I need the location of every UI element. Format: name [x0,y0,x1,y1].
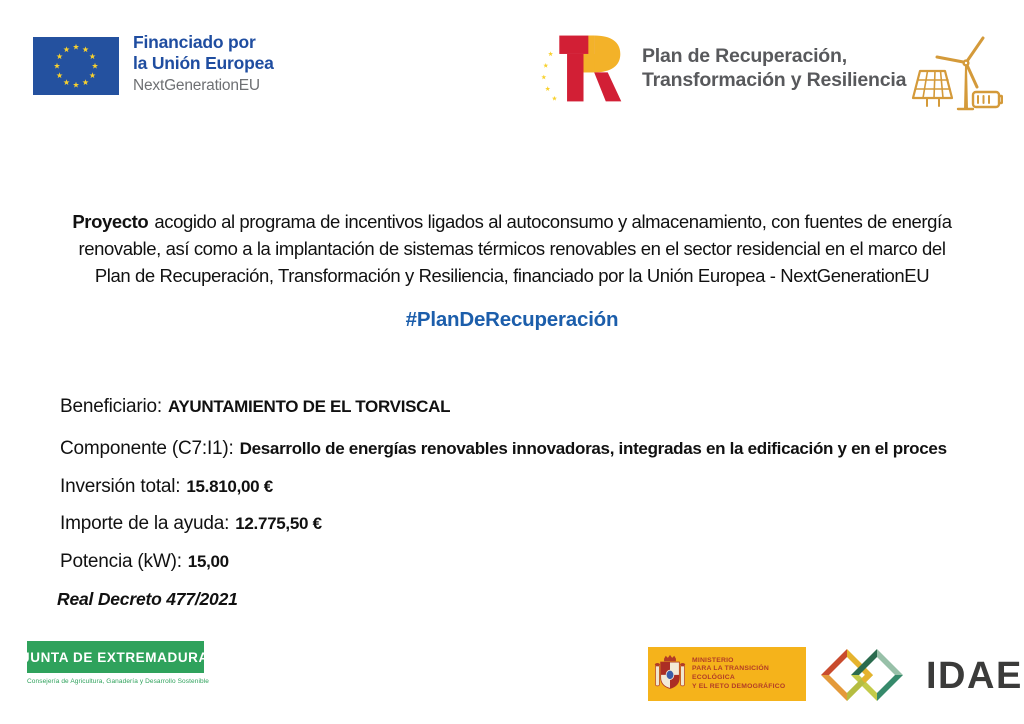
component-row [60,438,947,460]
royal-decree-reference: Real Decreto 477/2021 [57,589,238,609]
renewable-energy-icon [903,14,1003,124]
power-label: Potencia (kW): [60,551,182,572]
eu-flag-icon [33,37,119,95]
power-value: 15,00 [187,552,229,571]
prtr-title-line2: Transformación y Resiliencia [642,69,907,91]
junta-subtitle: Consejería de Agricultura, Ganadería y Desarrollo Sostenible [27,678,209,685]
ministerio-line1: MINISTERIO [692,656,734,664]
eu-funded-line1: Financiado por [133,32,256,52]
prtr-logo [538,22,906,114]
beneficiary-value: AYUNTAMIENTO DE EL TORVISCAL [167,397,451,416]
total-investment-row [60,476,273,498]
total-investment-label: Inversión total: [60,476,181,497]
ministerio-logo [648,647,806,701]
beneficiary-row [60,396,450,418]
component-value: Desarrollo de energías renovables innovadoras, integradas en la edificación y en el proces [239,439,947,458]
idae-logo [820,645,1023,707]
power-row [60,551,229,573]
prtr-tr-icon [538,22,630,114]
beneficiary-label: Beneficiario: [60,396,162,417]
project-word: Proyecto [72,211,149,232]
description-line2: renovable, así como a la implantación de sistemas térmicos renovables en el sector residencial en el marco del [78,238,946,259]
junta-extremadura-logo [22,641,209,685]
description-line3: Plan de Recuperación, Transformación y Resiliencia, financiado por la Unión Europea - NextGenerationEU [94,265,930,286]
component-label: Componente (C7:I1): [60,438,234,459]
eu-funded-logo [33,32,274,95]
idae-rings-icon [820,645,912,707]
idae-wordmark: IDAE [926,654,1023,697]
prtr-title-line1: Plan de Recuperación, [642,45,847,67]
junta-banner [22,641,209,673]
ministerio-line3: Y EL RETO DEMOGRÁFICO [692,682,786,690]
spain-coat-of-arms-icon [653,652,687,696]
eu-nextgen-label: NextGenerationEU [133,77,260,94]
ministerio-line2: PARA LA TRANSICIÓN ECOLÓGICA [692,665,769,681]
project-description [0,208,1024,289]
aid-amount-row [60,513,322,535]
recovery-plan-hashtag: #PlanDeRecuperación [405,308,619,331]
eu-funded-line2: la Unión Europea [133,53,274,73]
total-investment-value: 15.810,00 € [186,477,273,496]
aid-amount-label: Importe de la ayuda: [60,513,230,534]
junta-title: JUNTA DE EXTREMADURA [22,649,209,665]
aid-amount-value: 12.775,50 € [235,514,322,533]
description-line1: acogido al programa de incentivos ligados al autoconsumo y almacenamiento, con fuentes de energía [154,211,952,232]
